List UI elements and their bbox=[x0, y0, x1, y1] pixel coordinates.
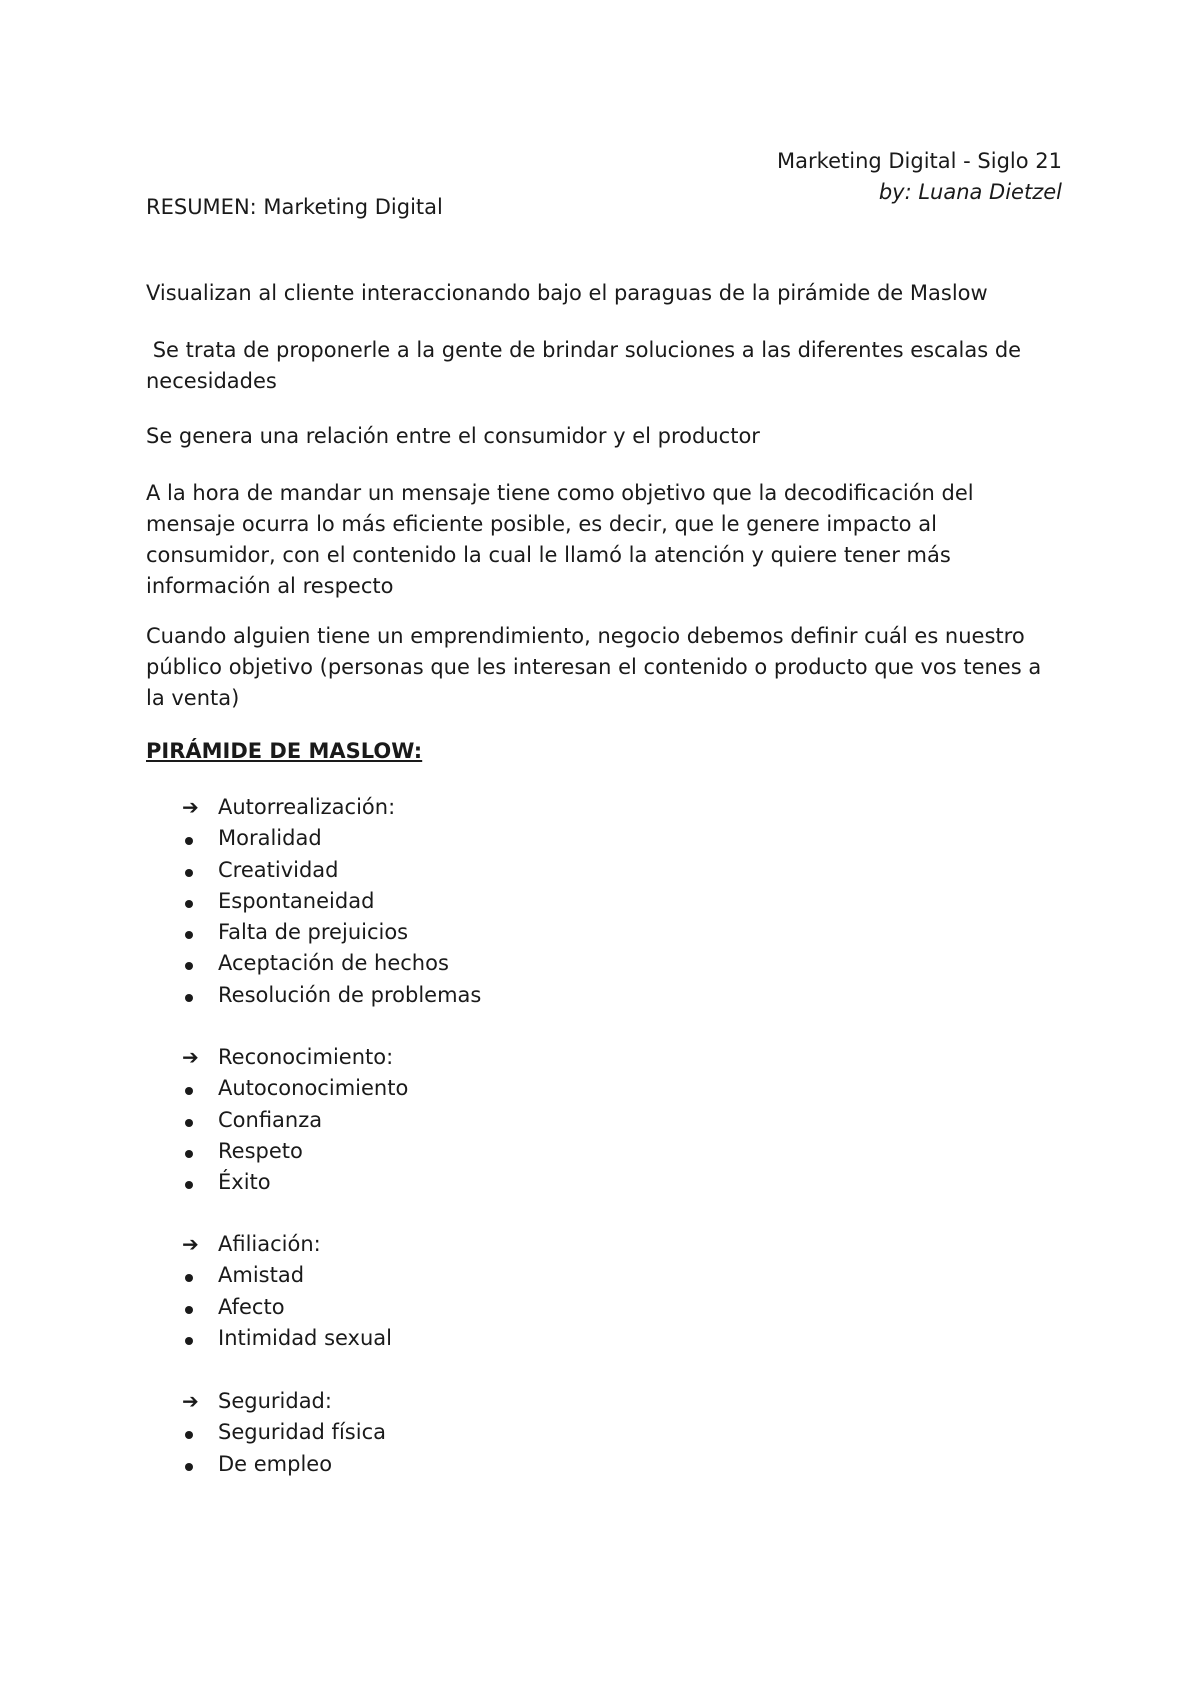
group-title bbox=[182, 792, 481, 823]
arrow-right-icon: ➔ bbox=[182, 1045, 199, 1069]
document-title: RESUMEN: Marketing Digital bbox=[146, 195, 443, 219]
bullet-icon bbox=[185, 1087, 193, 1095]
paragraph-1: Visualizan al cliente interaccionando bajo el paraguas de la pirámide de Maslow bbox=[146, 281, 988, 305]
list-item-text: Falta de prejuicios bbox=[218, 920, 409, 945]
list-item-text: Moralidad bbox=[218, 826, 322, 851]
bullet-icon bbox=[185, 837, 193, 845]
bullet-icon bbox=[185, 1463, 193, 1471]
group-title-text: Afiliación: bbox=[218, 1232, 321, 1256]
list-item-text: Seguridad física bbox=[218, 1420, 386, 1445]
section-heading: PIRÁMIDE DE MASLOW: bbox=[146, 739, 423, 763]
bullet-icon bbox=[185, 1431, 193, 1439]
maslow-group-list bbox=[182, 792, 481, 1011]
list-item bbox=[182, 1449, 386, 1480]
maslow-group-list bbox=[182, 1042, 408, 1198]
list-item bbox=[182, 1417, 386, 1448]
list-item-text: Aceptación de hechos bbox=[218, 951, 449, 976]
list-item bbox=[182, 855, 481, 886]
list-item bbox=[182, 1073, 408, 1104]
bullet-icon bbox=[185, 900, 193, 908]
list-item bbox=[182, 1105, 408, 1136]
course-title: Marketing Digital - Siglo 21 bbox=[777, 149, 1062, 173]
list-item-text: Confianza bbox=[218, 1107, 323, 1132]
list-item-text: Creatividad bbox=[218, 857, 339, 882]
bullet-icon bbox=[185, 962, 193, 970]
bullet-icon bbox=[185, 994, 193, 1002]
group-title bbox=[182, 1386, 386, 1417]
bullet-icon bbox=[185, 931, 193, 939]
list-item-text: Espontaneidad bbox=[218, 888, 375, 913]
list-item-text: Autoconocimiento bbox=[218, 1076, 409, 1101]
list-item bbox=[182, 1260, 392, 1291]
list-item bbox=[182, 1167, 408, 1198]
list-item-text: Intimidad sexual bbox=[218, 1325, 392, 1350]
list-item bbox=[182, 917, 481, 948]
paragraph-3: Se genera una relación entre el consumidor y el productor bbox=[146, 424, 760, 448]
list-item bbox=[182, 1136, 408, 1167]
arrow-right-icon: ➔ bbox=[182, 1389, 199, 1413]
list-item-text: Respeto bbox=[218, 1138, 303, 1163]
group-title-text: Seguridad: bbox=[218, 1389, 332, 1413]
author-line: by: Luana Dietzel bbox=[878, 180, 1062, 204]
list-item-text: Resolución de problemas bbox=[218, 982, 482, 1007]
list-item bbox=[182, 948, 481, 979]
list-item bbox=[182, 823, 481, 854]
bullet-icon bbox=[185, 1274, 193, 1282]
group-title bbox=[182, 1042, 408, 1073]
paragraph-2: Se trata de proponerle a la gente de brindar soluciones a las diferentes escalas de necesidades bbox=[146, 338, 1028, 393]
maslow-group-list bbox=[182, 1386, 386, 1480]
bullet-icon bbox=[185, 869, 193, 877]
group-title-text: Autorrealización: bbox=[218, 795, 396, 819]
bullet-icon bbox=[185, 1119, 193, 1127]
list-item bbox=[182, 886, 481, 917]
list-item-text: Éxito bbox=[218, 1170, 271, 1195]
arrow-right-icon: ➔ bbox=[182, 1232, 199, 1256]
group-title-text: Reconocimiento: bbox=[218, 1045, 394, 1069]
list-item bbox=[182, 1292, 392, 1323]
arrow-right-icon: ➔ bbox=[182, 795, 199, 819]
bullet-icon bbox=[185, 1306, 193, 1314]
group-title bbox=[182, 1229, 392, 1260]
list-item-text: De empleo bbox=[218, 1451, 333, 1476]
list-item bbox=[182, 980, 481, 1011]
list-item-text: Amistad bbox=[218, 1263, 305, 1288]
list-item bbox=[182, 1323, 392, 1354]
bullet-icon bbox=[185, 1150, 193, 1158]
list-item-text: Afecto bbox=[218, 1294, 285, 1319]
paragraph-5: Cuando alguien tiene un emprendimiento, negocio debemos definir cuál es nuestro público objetivo (personas que les interesan el contenido o producto que vos tenes a la venta) bbox=[146, 624, 1042, 710]
paragraph-4: A la hora de mandar un mensaje tiene como objetivo que la decodificación del mensaje ocurra lo más eficiente posible, es decir, que le genere impacto al consumidor, con el contenido la cual le llamó la atención y quiere tener más información al respecto bbox=[146, 481, 974, 598]
bullet-icon bbox=[185, 1181, 193, 1189]
bullet-icon bbox=[185, 1337, 193, 1345]
maslow-group-list bbox=[182, 1229, 392, 1354]
